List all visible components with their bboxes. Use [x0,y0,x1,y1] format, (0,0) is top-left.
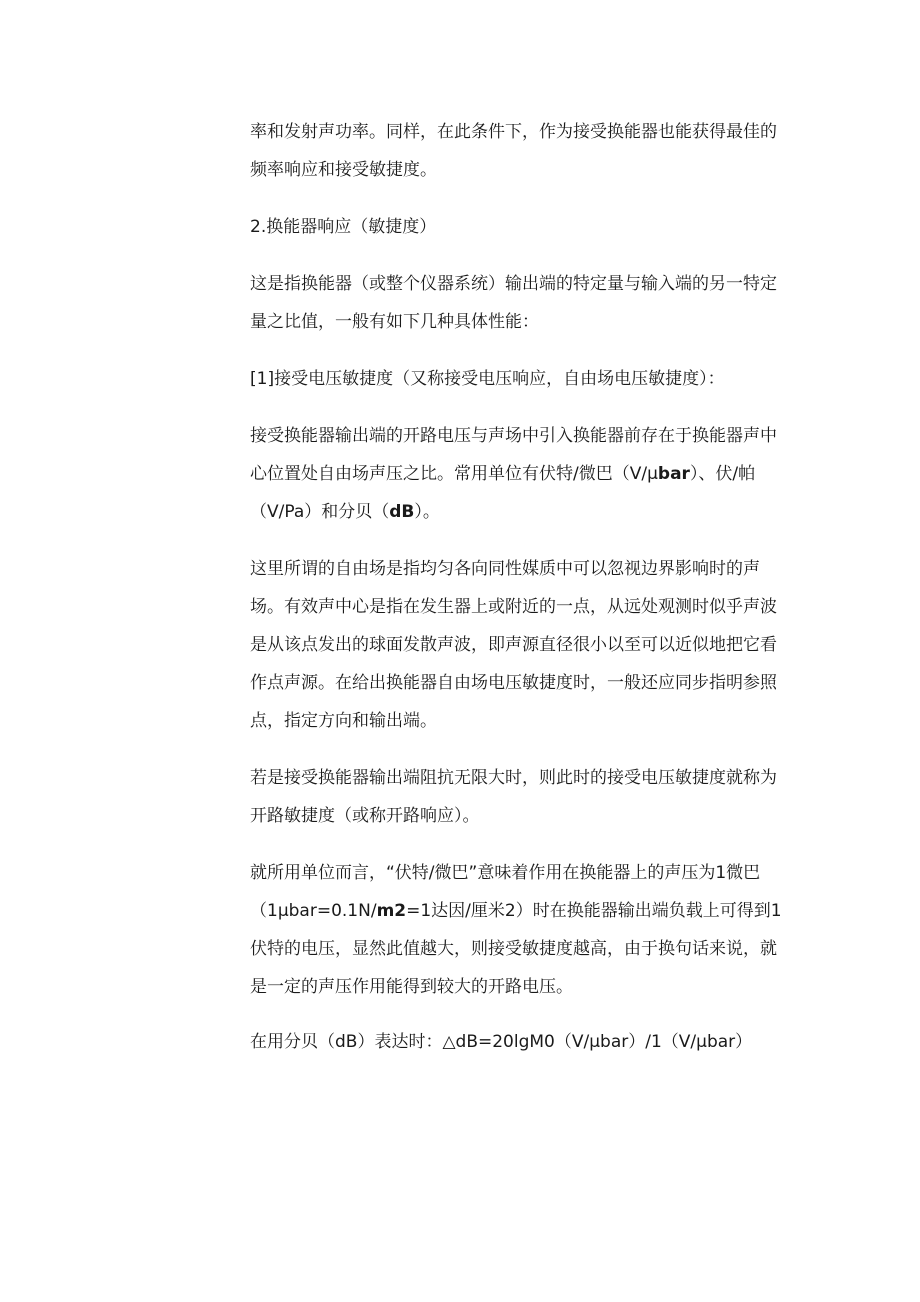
subheading-receive-voltage-sensitivity: [1]接受电压敏捷度（又称接受电压响应，自由场电压敏捷度）： [250,369,725,389]
text-run: =1达因/厘米2）时在换能器输出端负载上可得到1伏特的电压，显然此值越大，则接受敏捷度越高，由于换句话来说，就是一定的声压作用能得到较大的开路电压。 [250,901,782,997]
bold-run: bar [657,464,690,484]
text-run: ）、伏/帕（V/Pa）和分贝（ [250,464,756,522]
paragraph-unit-meaning [250,854,785,1006]
paragraph-open-circuit: 若是接受换能器输出端阻抗无限大时，则此时的接受电压敏捷度就称为开路敏捷度（或称开路响应）。 [250,768,777,826]
paragraph-units [250,417,785,531]
text-run: ）。 [414,502,440,522]
paragraph-free-field: 这里所谓的自由场是指均匀各向同性媒质中可以忽视边界影响时的声场。有效声中心是指在发生器上或附近的一点，从远处观测时似乎声波是从该点发出的球面发散声波，即声源直径很小以至可以近似地把它看作点声源。在给出换能器自由场电压敏捷度时，一般还应同步指明参照点，指定方向和输出端。 [250,559,777,731]
document-body [250,113,785,1080]
section-heading-transducer-response: 2.换能器响应（敏捷度） [250,217,437,237]
bold-run: dB [389,502,415,522]
paragraph-definition: 这是指换能器（或整个仪器系统）输出端的特定量与输入端的另一特定量之比值，一般有如下几种具体性能： [250,274,777,332]
text-run: 接受换能器输出端的开路电压与声场中引入换能器前存在于换能器声中心位置处自由场声压之比。常用单位有伏特/微巴（V/μ [250,426,777,484]
text-run: 就所用单位而言，“伏特/微巴”意味着作用在换能器上的声压为1微巴（1μbar=0.1N/ [250,863,761,921]
bold-run: m2 [376,901,407,921]
paragraph-continuation: 率和发射声功率。同样，在此条件下，作为接受换能器也能获得最佳的频率响应和接受敏捷度。 [250,122,777,180]
paragraph-decibel-formula: 在用分贝（dB）表达时：△dB=20lgM0（V/μbar）/1（V/μbar） [250,1032,753,1052]
